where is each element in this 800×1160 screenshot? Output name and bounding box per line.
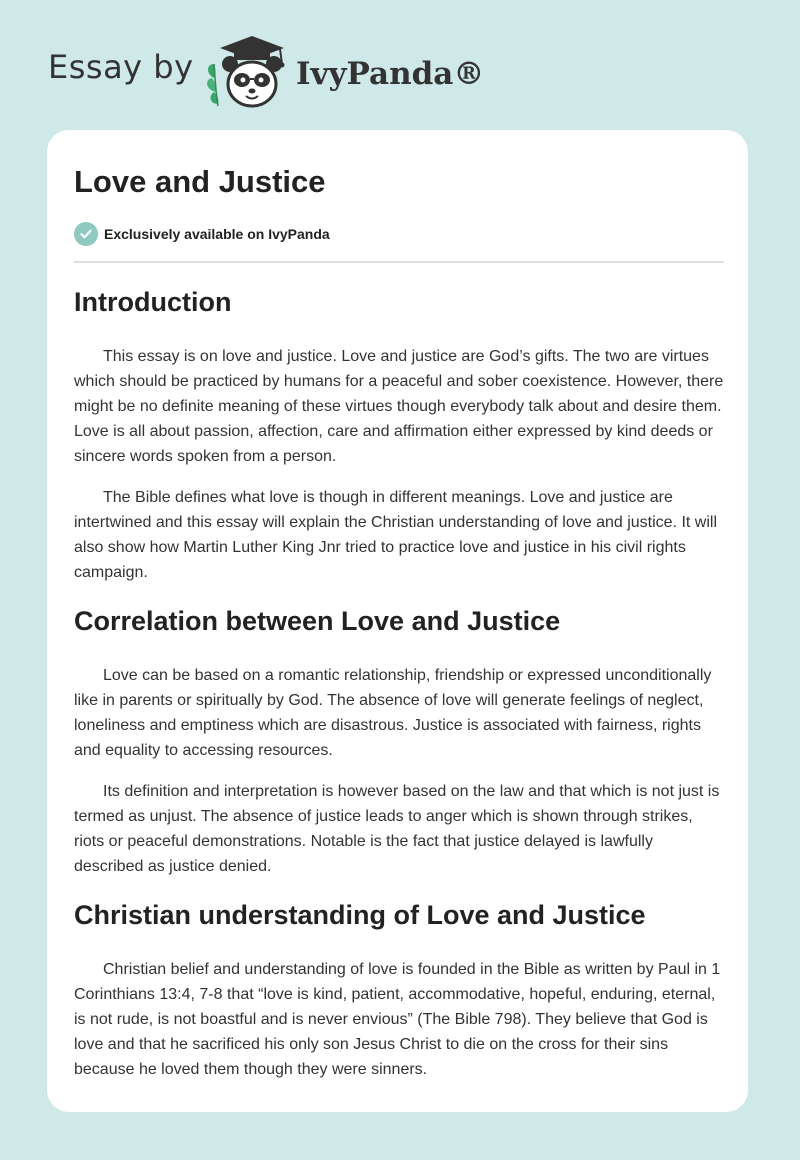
check-icon bbox=[74, 222, 98, 246]
ivypanda-logo-icon bbox=[200, 34, 290, 110]
section-heading-christian-understanding: Christian understanding of Love and Justice bbox=[74, 900, 646, 930]
paragraph: Love can be based on a romantic relationship, friendship or expressed unconditionally like in parents or spiritually by God. The absence of love will generate feelings of neglect, loneliness and emptiness which are disastrous. Justice is associated with fairness, rights and equality to accessing resources. bbox=[74, 667, 712, 759]
paragraph: The Bible defines what love is though in different meanings. Love and justice are intertwined and this essay will explain the Christian understanding of love and justice. It will also show how Martin Luther King Jnr tried to practice love and justice in his civil rights campaign. bbox=[74, 489, 718, 581]
essay-body bbox=[74, 280, 724, 1082]
exclusive-badge-label: Exclusively available on IvyPanda bbox=[104, 226, 330, 242]
section-heading-introduction: Introduction bbox=[74, 287, 232, 317]
paragraph: Its definition and interpretation is however based on the law and that which is not just is termed as unjust. The absence of justice leads to anger which is shown through strikes, riots or peaceful demonstrations. Notable is the fact that justice delayed is lawfully described as justice denied. bbox=[74, 783, 720, 875]
paragraph: This essay is on love and justice. Love and justice are God’s gifts. The two are virtues which should be practiced by humans for a peaceful and sober coexistence. However, there might be no definite meaning of these virtues though everybody talk about and desire them. Love is all about passion, affection, care and affirmation either expressed by kind deeds or sincere words spoken from a person. bbox=[74, 348, 724, 465]
paragraph: Christian belief and understanding of love is founded in the Bible as written by Paul in 1 Corinthians 13:4, 7-8 that “love is kind, patient, accommodative, hopeful, enduring, eternal, is not rude, is not boastful and is never envious” (The Bible 798). They believe that God is love and that he sacrificed his only son Jesus Christ to die on the cross for their sins because he loved them though they were sinners. bbox=[74, 961, 721, 1078]
divider bbox=[74, 261, 724, 263]
essay-by-label: Essay by bbox=[48, 48, 194, 86]
section-heading-correlation: Correlation between Love and Justice bbox=[74, 606, 561, 636]
exclusive-badge bbox=[74, 222, 330, 246]
essay-title: Love and Justice bbox=[74, 164, 326, 199]
essay-card bbox=[47, 130, 748, 1112]
site-header bbox=[48, 34, 508, 110]
brand-name: IvyPanda® bbox=[296, 56, 485, 92]
